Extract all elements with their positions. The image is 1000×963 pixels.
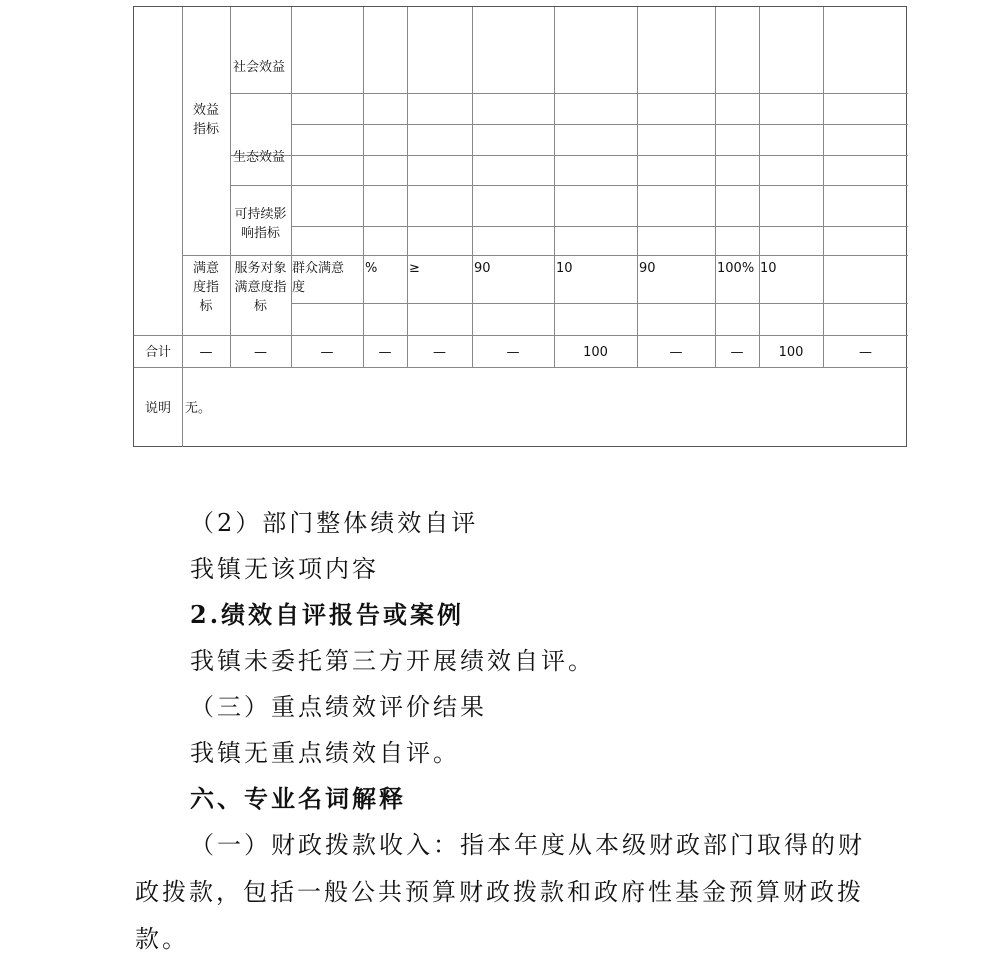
- service-satisfaction-label: 服务对象 满意度指 标: [234, 261, 287, 314]
- satisfaction-indicator-label: 满意 度指 标: [192, 261, 219, 314]
- target-cell: 90: [474, 261, 491, 276]
- total-dash: —: [433, 345, 446, 360]
- total-dash: —: [506, 345, 520, 360]
- paragraph: 我镇未委托第三方开展绩效自评。: [190, 647, 595, 675]
- section-heading-key-results: （三）重点绩效评价结果: [190, 693, 487, 721]
- total-dash: —: [199, 345, 213, 360]
- section-heading-dept-self-eval: （2）部门整体绩效自评: [190, 509, 479, 537]
- weight-cell: 10: [556, 261, 573, 276]
- ecological-benefit-label: 生态效益: [233, 150, 286, 165]
- note-content: 无。: [185, 401, 212, 416]
- glossary-paragraph: （一）财政拨款收入：指本年度从本级财政部门取得的财政拨款，包括一般公共预算财政拨款和政府性基金预算财政拨款。: [135, 831, 865, 953]
- total-score: 100: [778, 345, 804, 360]
- total-dash: —: [378, 345, 392, 360]
- total-dash: —: [669, 345, 683, 360]
- performance-table: [133, 6, 907, 447]
- metric-cell: 群众满意 度: [292, 261, 345, 295]
- paragraph: 我镇无重点绩效自评。: [190, 739, 460, 767]
- sustainable-impact-label: 可持续影 响指标: [234, 207, 287, 241]
- total-dash: —: [730, 345, 744, 360]
- social-benefit-label: 社会效益: [233, 60, 286, 75]
- note-label: 说明: [144, 401, 171, 416]
- total-label: 合计: [144, 345, 171, 360]
- rate-cell: 100%: [717, 261, 755, 276]
- total-dash: —: [254, 345, 267, 360]
- operator-cell: ≥: [409, 261, 420, 276]
- section-heading-report: 2.绩效自评报告或案例: [190, 600, 465, 629]
- total-weight: 100: [583, 345, 608, 360]
- unit-cell: %: [365, 261, 378, 276]
- total-dash: —: [320, 345, 334, 360]
- score-cell: 10: [760, 261, 777, 276]
- section-heading-glossary: 六、专业名词解释: [190, 784, 406, 813]
- total-dash: —: [859, 345, 872, 360]
- actual-cell: 90: [639, 261, 656, 276]
- body-text: [135, 500, 865, 963]
- paragraph: 我镇无该项内容: [190, 555, 379, 583]
- benefit-indicator-label: 效益 指标: [192, 103, 219, 137]
